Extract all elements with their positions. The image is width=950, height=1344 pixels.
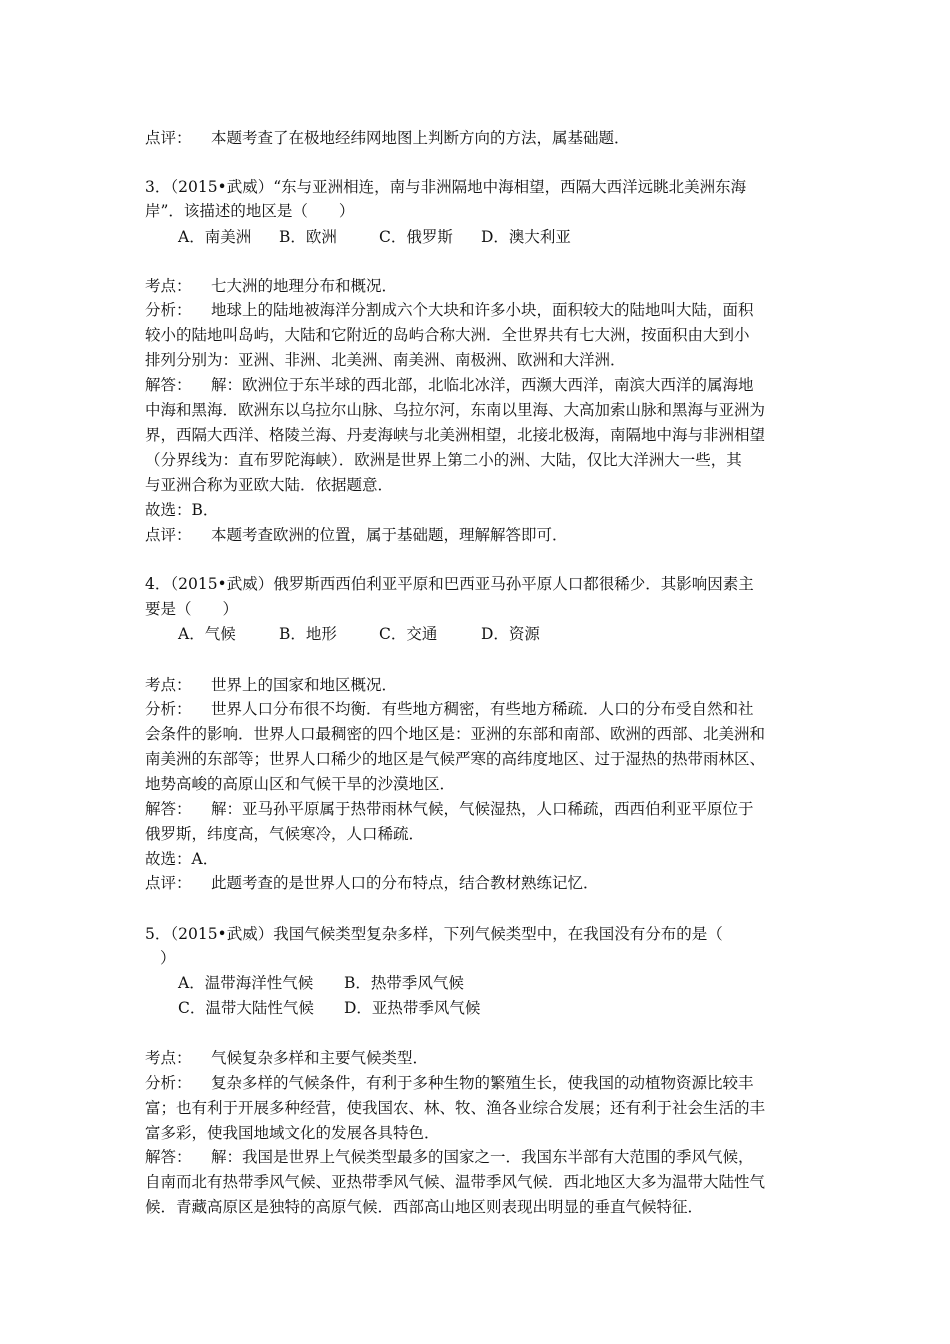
question-5-analysis-line: 富；也有利于开展多种经营，使我国农、林、牧、渔各业综合发展；还有利于社会生活的丰 bbox=[145, 1099, 766, 1117]
question-3-stem-line-2: 岸”．该描述的地区是（ ） bbox=[145, 202, 355, 220]
question-4-analysis-line bbox=[145, 698, 754, 720]
comment-text: 此题考查的是世界人口的分布特点，结合教材熟练记忆． bbox=[211, 874, 599, 892]
question-3-stem-line-1: 3．（2015•武威）“东与亚洲相连，南与非洲隔地中海相望，西隔大西洋远眺北美洲东海 bbox=[145, 178, 747, 196]
question-4-knowledge-point bbox=[145, 674, 397, 696]
question-3-answer-line bbox=[145, 374, 754, 396]
question-4-option-a: A．气候 bbox=[178, 625, 236, 643]
answer-text: 解：欧洲位于东半球的西北部，北临北冰洋，西濒大西洋，南滨大西洋的属海地 bbox=[211, 376, 754, 394]
answer-label: 解答： bbox=[145, 376, 192, 394]
answer-text: 解：我国是世界上气候类型最多的国家之一．我国东半部有大范围的季风气候， bbox=[211, 1148, 754, 1166]
question-5-analysis-line bbox=[145, 1072, 754, 1094]
answer-label: 解答： bbox=[145, 800, 192, 818]
analysis-label: 分析： bbox=[145, 301, 192, 319]
question-3-analysis-line bbox=[145, 299, 754, 321]
question-3-answer-line: （分界线为：直布罗陀海峡）．欧洲是世界上第二小的洲、大陆，仅比大洋洲大一些，其 bbox=[145, 451, 742, 469]
question-3-option-a: A．南美洲 bbox=[178, 228, 252, 246]
knowledge-point-label: 考点： bbox=[145, 1049, 192, 1067]
question-3-analysis-line: 排列分别为：亚洲、非洲、北美洲、南美洲、南极洲、欧洲和大洋洲． bbox=[145, 351, 626, 369]
analysis-text: 复杂多样的气候条件，有利于多种生物的繁殖生长，使我国的动植物资源比较丰 bbox=[211, 1074, 754, 1092]
question-4-analysis-line: 南美洲的东部等；世界人口稀少的地区是气候严寒的高纬度地区、过于湿热的热带雨林区、 bbox=[145, 750, 766, 768]
question-4-analysis-line: 地势高峻的高原山区和气候干旱的沙漠地区． bbox=[145, 775, 456, 793]
question-4-option-d: D．资源 bbox=[481, 625, 540, 643]
question-5-answer-line: 候．青藏高原区是独特的高原气候．西部高山地区则表现出明显的垂直气候特征． bbox=[145, 1198, 704, 1216]
question-5-option-c: C．温带大陆性气候 bbox=[178, 999, 314, 1017]
question-4-option-c: C．交通 bbox=[379, 625, 438, 643]
answer-text: 解：亚马孙平原属于热带雨林气候，气候湿热，人口稀疏，西西伯利亚平原位于 bbox=[211, 800, 754, 818]
question-3-option-c: C．俄罗斯 bbox=[379, 228, 453, 246]
question-4-option-b: B．地形 bbox=[279, 625, 337, 643]
question-4-stem-line-2: 要是（ ） bbox=[145, 600, 239, 618]
question-5-stem-line-1: 5．（2015•武威）我国气候类型复杂多样，下列气候类型中，在我国没有分布的是（ bbox=[145, 925, 723, 943]
answer-label: 解答： bbox=[145, 1148, 192, 1166]
knowledge-point-label: 考点： bbox=[145, 676, 192, 694]
knowledge-point-text: 七大洲的地理分布和概况． bbox=[211, 277, 398, 295]
comment-line bbox=[145, 127, 630, 149]
analysis-label: 分析： bbox=[145, 700, 192, 718]
knowledge-point-text: 世界上的国家和地区概况． bbox=[211, 676, 398, 694]
question-4-analysis-line: 会条件的影响．世界人口最稠密的四个地区是：亚洲的东部和南部、欧洲的西部、北美洲和 bbox=[145, 725, 766, 743]
question-3-knowledge-point bbox=[145, 275, 397, 297]
question-3-option-d: D．澳大利亚 bbox=[481, 228, 571, 246]
question-3-answer-line: 与亚洲合称为亚欧大陆．依据题意． bbox=[145, 476, 394, 494]
question-3-answer-line: 中海和黑海．欧洲东以乌拉尔山脉、乌拉尔河，东南以里海、大高加索山脉和黑海与亚洲为 bbox=[145, 401, 766, 419]
question-3-analysis-line: 较小的陆地叫岛屿，大陆和它附近的岛屿合称大洲．全世界共有七大洲，按面积由大到小 bbox=[145, 326, 750, 344]
question-4-choice: 故选：A． bbox=[145, 850, 219, 868]
question-5-stem-line-2: ） bbox=[160, 949, 176, 967]
question-5-answer-line: 自南而北有热带季风气候、亚热带季风气候、温带季风气候．西北地区大多为温带大陆性气 bbox=[145, 1173, 766, 1191]
analysis-label: 分析： bbox=[145, 1074, 192, 1092]
question-3-answer-line: 界，西隔大西洋、格陵兰海、丹麦海峡与北美洲相望，北接北极海，南隔地中海与非洲相望 bbox=[145, 426, 766, 444]
analysis-text: 世界人口分布很不均衡．有些地方稠密，有些地方稀疏．人口的分布受自然和社 bbox=[211, 700, 754, 718]
knowledge-point-label: 考点： bbox=[145, 277, 192, 295]
question-5-answer-line bbox=[145, 1146, 754, 1168]
question-4-stem-line-1: 4．（2015•武威）俄罗斯西西伯利亚平原和巴西亚马孙平原人口都很稀少．其影响因素主 bbox=[145, 575, 754, 593]
analysis-text: 地球上的陆地被海洋分割成六个大块和许多小块，面积较大的陆地叫大陆，面积 bbox=[211, 301, 754, 319]
comment-label: 点评： bbox=[145, 874, 192, 892]
question-5-option-b: B．热带季风气候 bbox=[344, 974, 464, 992]
question-3-option-b: B．欧洲 bbox=[279, 228, 337, 246]
question-4-answer-line bbox=[145, 798, 754, 820]
question-4-answer-line: 俄罗斯，纬度高，气候寒冷，人口稀疏． bbox=[145, 825, 425, 843]
question-5-knowledge-point bbox=[145, 1047, 428, 1069]
question-4-comment bbox=[145, 872, 599, 894]
comment-text: 本题考查了在极地经纬网地图上判断方向的方法，属基础题． bbox=[211, 129, 630, 147]
question-3-comment bbox=[145, 524, 568, 546]
comment-label: 点评： bbox=[145, 526, 192, 544]
question-5-option-a: A．温带海洋性气候 bbox=[178, 974, 314, 992]
question-5-option-d: D．亚热带季风气候 bbox=[344, 999, 481, 1017]
comment-label: 点评： bbox=[145, 129, 192, 147]
knowledge-point-text: 气候复杂多样和主要气候类型． bbox=[211, 1049, 429, 1067]
comment-text: 本题考查欧洲的位置，属于基础题，理解解答即可． bbox=[211, 526, 568, 544]
question-3-choice: 故选：B． bbox=[145, 501, 219, 519]
question-5-analysis-line: 富多彩，使我国地域文化的发展各具特色． bbox=[145, 1124, 440, 1142]
